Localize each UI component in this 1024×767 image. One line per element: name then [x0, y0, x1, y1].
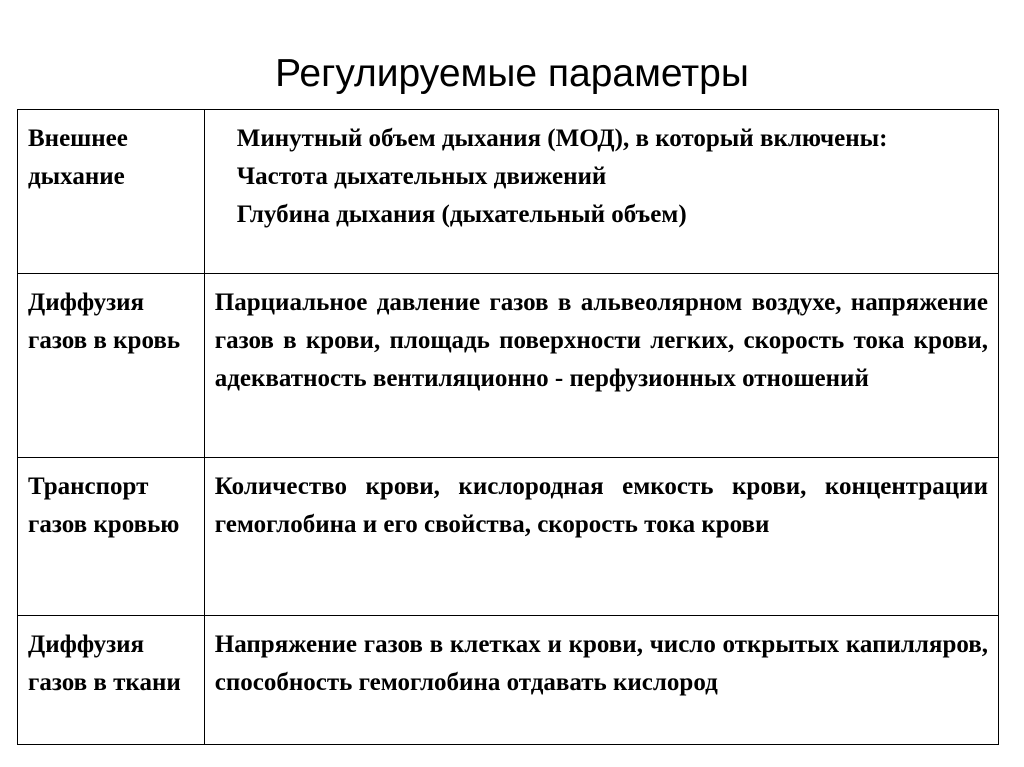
category-cell: Диффузия газов в ткани	[18, 616, 205, 745]
description-cell: Количество крови, кислородная емкость крови, концентрации гемоглобина и его свойства, скорость тока крови	[204, 458, 998, 616]
category-cell: Внешнее дыхание	[18, 110, 205, 274]
table-row	[18, 274, 999, 458]
sub-item: Частота дыхательных движений	[236, 163, 607, 190]
sub-item: Глубина дыхания (дыхательный объем)	[236, 201, 687, 228]
description-cell: Парциальное давление газов в альвеолярном воздухе, напряжение газов в крови, площадь поверхности легких, скорость тока крови, адекватность вентиляционно - перфузионных отношений	[204, 274, 998, 458]
category-cell: Диффузия газов в кровь	[18, 274, 205, 458]
table-row	[18, 616, 999, 745]
table-row	[18, 458, 999, 616]
category-cell: Транспорт газов кровью	[18, 458, 205, 616]
page-title: Регулируемые параметры	[275, 52, 749, 95]
description-cell	[204, 110, 998, 274]
description-text: Минутный объем дыхания (МОД), в который включены:	[236, 125, 888, 152]
description-cell: Напряжение газов в клетках и крови, число открытых капилляров, способность гемоглобина отдавать кислород	[204, 616, 998, 745]
table-row	[18, 110, 999, 274]
parameters-table	[17, 109, 999, 745]
